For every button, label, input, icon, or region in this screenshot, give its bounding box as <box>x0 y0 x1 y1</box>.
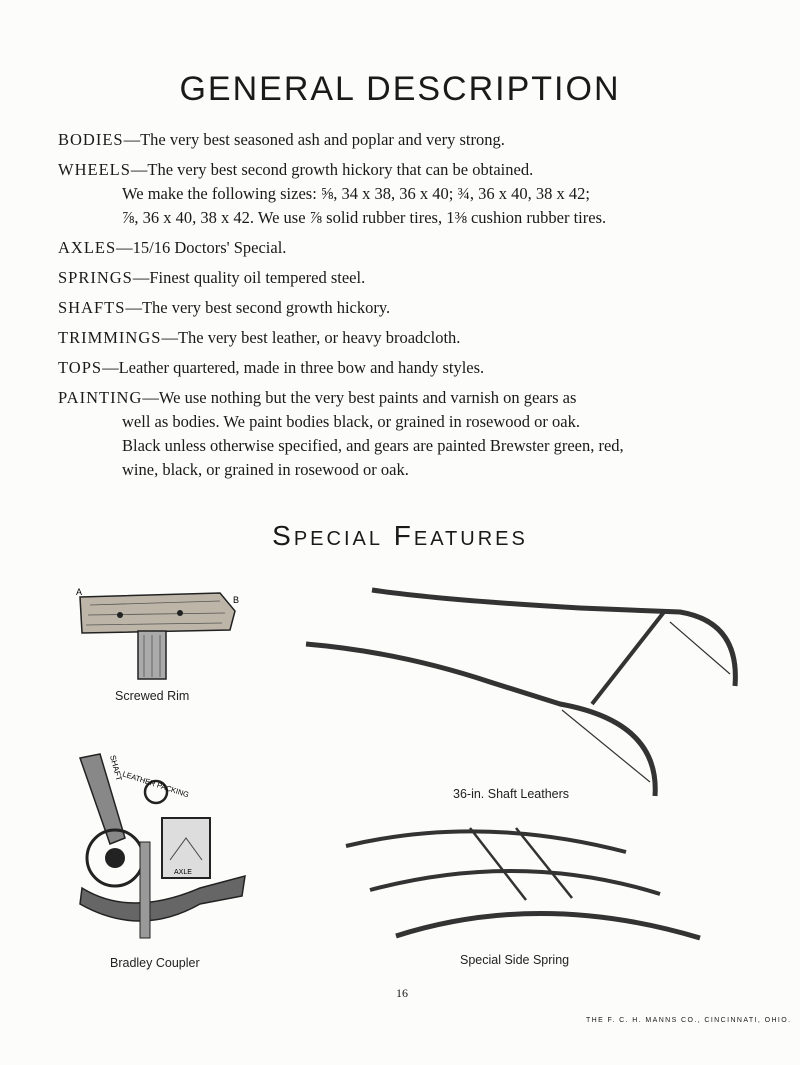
entry-wheels: WHEELS—The very best second growth hickory that can be obtained. We make the following sizes: ⅝, 34 x 38, 36 x 40; ¾, 36 x 40, 38 x 42; ⅞, 36 x 40, 38 x 42. We use ⅞ solid rubber tires, 1⅜ cushion rubber tires. <box>58 158 758 230</box>
entry-text: The very best second growth hickory that can be obtained. <box>147 160 534 179</box>
page-number: 16 <box>396 986 408 1000</box>
side-spring-illustration <box>340 810 710 950</box>
entry-painting: PAINTING—We use nothing but the very best paints and varnish on gears as well as bodies. We paint bodies black, or grained in rosewood or oak. Black unless otherwise specified, and gears are painted Brewster green, red, wine, black, or grained in rosewood or oak. <box>58 386 758 482</box>
entry-axles: AXLES—15/16 Doctors' Special. <box>58 238 287 257</box>
entry-text: The very best leather, or heavy broadcloth. <box>177 328 461 347</box>
screwed-rim-illustration <box>70 585 250 685</box>
caption-shaft-leathers: 36-in. Shaft Leathers <box>453 787 570 801</box>
page-title: GENERAL DESCRIPTION <box>179 70 621 108</box>
entry-text: 15/16 Doctors' Special. <box>132 238 287 257</box>
caption-side-spring: Special Side Spring <box>460 953 570 967</box>
entry-continuation: Black unless otherwise specified, and gears are painted Brewster green, red, <box>122 436 624 455</box>
entry-springs: SPRINGS—Finest quality oil tempered steel. <box>58 268 366 287</box>
label-shaft: SHAFT <box>108 754 124 782</box>
entry-key: SHAFTS <box>58 298 126 317</box>
entry-key: BODIES <box>58 130 124 149</box>
entry-continuation: We make the following sizes: ⅝, 34 x 38, 36 x 40; ¾, 36 x 40, 38 x 42; <box>122 184 590 203</box>
entry-text: The very best second growth hickory. <box>141 298 391 317</box>
entry-bodies: BODIES—The very best seasoned ash and poplar and very strong. <box>58 130 505 149</box>
label-b: B <box>233 595 240 605</box>
publisher-footer: THE F. C. H. MANNS CO., CINCINNATI, OHIO. <box>586 1017 792 1024</box>
caption-bradley-coupler: Bradley Coupler <box>110 956 200 970</box>
bradley-coupler-illustration <box>70 748 255 948</box>
shaft-leathers-illustration <box>300 582 760 802</box>
entry-shafts: SHAFTS—The very best second growth hickory. <box>58 298 391 317</box>
caption-screwed-rim: Screwed Rim <box>115 689 190 703</box>
entry-trimmings: TRIMMINGS—The very best leather, or heavy broadcloth. <box>58 328 461 347</box>
entry-key: TOPS <box>58 358 103 377</box>
entry-key: SPRINGS <box>58 268 133 287</box>
entry-text: The very best seasoned ash and poplar and very strong. <box>140 130 505 149</box>
label-a: A <box>76 587 83 597</box>
general-description <box>58 128 758 488</box>
entry-continuation: well as bodies. We paint bodies black, or grained in rosewood or oak. <box>122 412 580 431</box>
entry-text: Leather quartered, made in three bow and handy styles. <box>118 358 485 377</box>
entry-continuation: ⅞, 36 x 40, 38 x 42. We use ⅞ solid rubber tires, 1⅜ cushion rubber tires. <box>122 208 607 227</box>
entry-key: AXLES <box>58 238 117 257</box>
special-features-heading: Special Features <box>272 520 528 551</box>
entry-tops: TOPS—Leather quartered, made in three bow and handy styles. <box>58 358 485 377</box>
label-axle: AXLE <box>174 869 192 876</box>
entry-key: TRIMMINGS <box>58 328 162 347</box>
entry-text: We use nothing but the very best paints and varnish on gears as <box>158 388 577 407</box>
entry-key: PAINTING <box>58 388 143 407</box>
entry-continuation: wine, black, or grained in rosewood or oak. <box>122 460 409 479</box>
entry-key: WHEELS <box>58 160 131 179</box>
label-leather-packing: LEATHER PACKING <box>121 769 191 800</box>
entry-text: Finest quality oil tempered steel. <box>149 268 366 287</box>
